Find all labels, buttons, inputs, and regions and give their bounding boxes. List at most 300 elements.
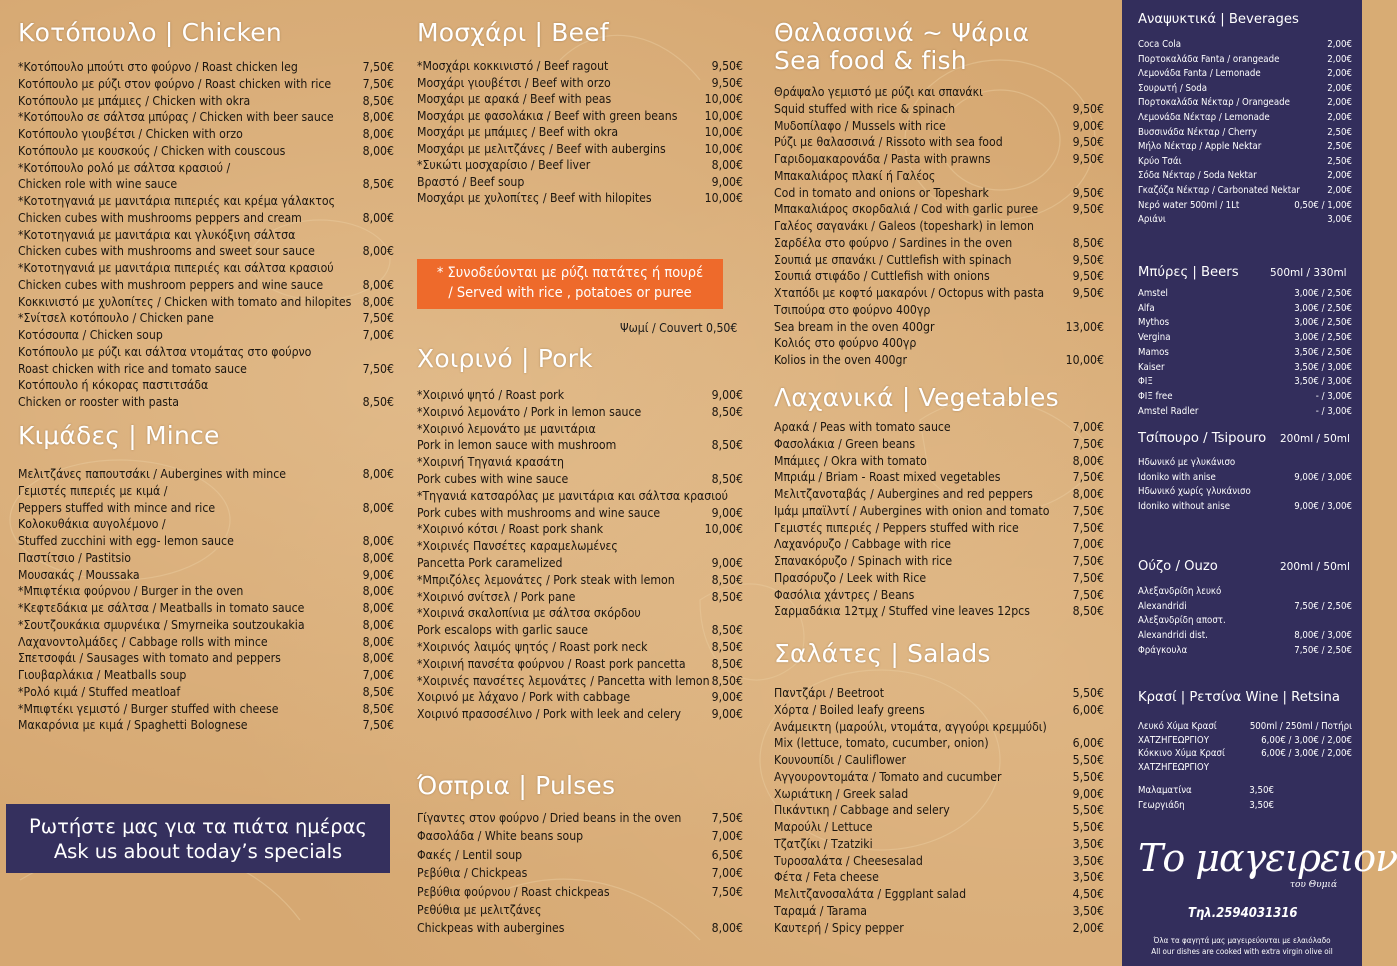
ouzo-item — [1138, 600, 1352, 616]
beef-item-name: Μοσχάρι με φασολάκια / Beef with green beans — [417, 108, 678, 123]
seafood-item-price: 9,00€ — [1072, 118, 1104, 133]
pork-item — [417, 421, 743, 437]
chicken-item — [18, 109, 394, 125]
beverages-item-name: Λεμονάδα Fanta / Lemonade — [1138, 68, 1261, 80]
chicken-item — [18, 377, 394, 393]
specials-banner — [6, 804, 390, 873]
beverages-item-price: 2,00€ — [1327, 39, 1352, 50]
seafood-item-price: 9,50€ — [1072, 185, 1104, 200]
section-title-seafood: Θαλασσινά ~ Ψάρια — [774, 18, 1030, 47]
vegetables-item-name: Σπανακόρυζο / Spinach with rice — [774, 554, 953, 568]
seafood-item — [774, 84, 1104, 100]
seafood-item — [774, 101, 1104, 117]
salads-item-name: Τυροσαλάτα / Cheesesalad — [774, 853, 923, 868]
mince-item-price: 8,00€ — [362, 634, 394, 649]
pork-item-name: *Χοιρινές Πανσέτες καραμελωμένες — [417, 539, 618, 554]
chicken-item-price: 8,50€ — [362, 395, 394, 409]
seafood-item-price: 9,50€ — [1072, 269, 1104, 284]
salads-item-price: 5,50€ — [1072, 769, 1104, 784]
salads-item — [774, 802, 1104, 818]
beef-item-name: Μοσχάρι με χυλοπίτες / Beef with hilopites — [417, 191, 652, 205]
pork-item-name: *Μπριζόλες λεμονάτες / Pork steak with lemon — [417, 572, 675, 587]
pork-item-price: 8,50€ — [711, 438, 743, 453]
salads-item — [774, 786, 1104, 802]
salads-item-price: 9,00€ — [1072, 786, 1104, 801]
beverages-item-price: 2,00€ — [1327, 68, 1352, 80]
salads-item-name: Κουνουπίδι / Cauliflower — [774, 753, 907, 767]
beef-item — [417, 124, 743, 140]
chicken-item-price: 7,50€ — [362, 60, 394, 74]
vegetables-item-name: Φασόλια χάντρες / Beans — [774, 587, 915, 602]
seafood-item — [774, 218, 1104, 234]
beers-item-price: - / 3,00€ — [1315, 390, 1352, 402]
served-note-english: / Served with rice , potatoes or puree — [448, 285, 692, 301]
seafood-item — [774, 201, 1104, 217]
seafood-item — [774, 134, 1104, 150]
beers-item-price: 3,00€ / 2,50€ — [1294, 317, 1352, 329]
pulses-item-price: 8,00€ — [711, 921, 743, 936]
tsipouro-item-name: Idoniko without anise — [1138, 501, 1231, 513]
beef-item — [417, 58, 743, 74]
vegetables-item — [774, 469, 1104, 485]
mince-item — [18, 701, 394, 717]
beef-item — [417, 141, 743, 157]
beverages-item-name: Σόδα Νέκταρ / Soda Nektar — [1138, 170, 1257, 182]
beers-item — [1138, 390, 1352, 406]
beverages-item — [1138, 184, 1352, 200]
mince-item — [18, 684, 394, 700]
mince-item-name: Σπετσοφάι / Sausages with tomato and peppers — [18, 651, 281, 666]
seafood-item-name: Ρύζι με θαλασσινά / Rissoto with sea food — [774, 135, 1003, 150]
seafood-item-price: 9,50€ — [1072, 135, 1104, 150]
beverages-item-name: Coca Cola — [1138, 39, 1182, 50]
wine-item-name: Λευκό Χύμα Κρασί — [1138, 721, 1217, 732]
vegetables-item-price: 7,50€ — [1072, 554, 1104, 568]
chicken-item-price: 7,50€ — [362, 361, 394, 376]
beverages-item-name: Βυσσινάδα Νέκταρ / Cherry — [1138, 126, 1257, 138]
vegetables-item-price: 7,00€ — [1072, 420, 1104, 434]
section-title-pulses: Όσπρια | Pulses — [417, 771, 616, 800]
pork-item-name: *Χοιρινό λεμονάτο με μανιτάρια — [417, 421, 596, 436]
vegetables-item-name: Ιμάμ μπαϊλντί / Aubergines with onion and tomato — [774, 503, 1050, 518]
specials-line-english: Ask us about today’s specials — [53, 840, 343, 863]
pork-item — [417, 689, 743, 705]
beverages-item-name: Κρύο Τσάι — [1138, 155, 1182, 167]
beef-item-price: 10,00€ — [704, 125, 743, 139]
mince-item-name: *Ρολό κιμά / Stuffed meatloaf — [18, 684, 181, 699]
mince-item-price: 8,00€ — [362, 500, 394, 515]
seafood-item-name: Σουπιά στιφάδο / Cuttlefish with onions — [774, 269, 990, 284]
salads-item-price: 3,50€ — [1072, 903, 1104, 918]
specials-line-greek: Ρωτήστε μας για τα πιάτα ημέρας — [29, 815, 367, 838]
chicken-item-name: Κοτόπουλο με ρύζι στον φούρνο / Roast chicken with rice — [18, 76, 332, 91]
beef-item-price: 8,00€ — [711, 158, 743, 172]
mince-item-name: Μουσακάς / Moussaka — [18, 567, 140, 582]
wine-item-price: 500ml / 250ml / Ποτήρι — [1249, 721, 1352, 732]
mince-item — [18, 483, 394, 499]
beers-item — [1138, 361, 1352, 377]
vegetables-item — [774, 436, 1104, 452]
mince-item-price: 7,50€ — [362, 718, 394, 733]
retsina-item-price: 3,50€ — [1249, 800, 1274, 811]
beef-item — [417, 157, 743, 173]
mince-item-price: 8,00€ — [362, 601, 394, 615]
vegetables-item-name: Μπάμιες / Okra with tomato — [774, 453, 927, 468]
tsipouro-item-price: 9,00€ / 3,00€ — [1294, 501, 1352, 513]
ouzo-item-name: Alexandridi — [1138, 600, 1187, 612]
seafood-item-name: Σουπιά με σπανάκι / Cuttlefish with spinach — [774, 252, 1012, 267]
salads-item-name: Μαρούλι / Lettuce — [774, 820, 873, 834]
mince-item — [18, 533, 394, 549]
beef-item-name: Μοσχάρι με μελιτζάνες / Beef with aubergins — [417, 141, 666, 156]
mince-item — [18, 516, 394, 532]
beers-size-header: 500ml / 330ml — [1270, 267, 1347, 279]
ouzo-item — [1138, 629, 1352, 645]
beers-item-name: Kaiser — [1138, 361, 1165, 373]
salads-item — [774, 752, 1104, 768]
vegetables-item-name: Αρακά / Peas with tomato sauce — [774, 420, 951, 434]
mince-item-name: Peppers stuffed with mince and rice — [18, 500, 216, 515]
retsina-item-name: Γεωργιάδη — [1138, 800, 1185, 811]
pork-item — [417, 639, 743, 655]
beers-item-name: Mamos — [1138, 346, 1169, 358]
mince-item-name: Μελιτζάνες παπουτσάκι / Aubergines with mince — [18, 467, 286, 481]
pork-item — [417, 656, 743, 672]
mince-item — [18, 583, 394, 599]
pork-item — [417, 387, 743, 403]
ouzo-item-name: Alexandridi dist. — [1138, 630, 1208, 642]
pulses-item-price: 6,50€ — [711, 847, 743, 862]
beef-item-name: *Συκώτι μοσχαρίσιο / Beef liver — [417, 158, 591, 172]
beers-item-price: 3,00€ / 2,50€ — [1294, 288, 1352, 299]
beef-item — [417, 174, 743, 190]
beverages-item — [1138, 111, 1352, 127]
chicken-item — [18, 310, 394, 326]
beverages-item — [1138, 199, 1352, 215]
beers-item-name: Amstel Radler — [1138, 405, 1199, 417]
chicken-item — [18, 210, 394, 226]
mince-item-price: 8,50€ — [362, 701, 394, 716]
ouzo-item — [1138, 585, 1352, 601]
pork-item-name: Pork escalops with garlic sauce — [417, 623, 589, 638]
pulses-item-name: Φασολάδα / White beans soup — [417, 829, 584, 844]
vegetables-item-price: 8,50€ — [1072, 604, 1104, 619]
pork-item-price: 8,50€ — [711, 673, 743, 688]
section-title-beverages: Αναψυκτικά | Beverages — [1138, 12, 1299, 27]
chicken-item-name: Roast chicken with rice and tomato sauce — [18, 361, 247, 376]
chicken-item-name: *Σνίτσελ κοτόπουλο / Chicken pane — [18, 311, 214, 326]
beverages-item-price: 2,00€ — [1327, 82, 1352, 94]
seafood-item-name: Γαλέος σαγανάκι / Galeos (topeshark) in lemon — [774, 219, 1034, 233]
seafood-item-name: Squid stuffed with rice & spinach — [774, 101, 956, 116]
salads-item-price: 3,50€ — [1072, 853, 1104, 868]
mince-item-name: *Μπιφτέκια φούρνου / Burger in the oven — [18, 584, 244, 599]
mince-item-price: 8,00€ — [362, 584, 394, 599]
chicken-item-name: *Κοτόπουλο ρολό με σάλτσα κρασιού / — [18, 160, 231, 175]
chicken-item — [18, 126, 394, 142]
beers-item-name: ΦΙΞ — [1138, 376, 1153, 388]
pork-item-price: 8,50€ — [711, 589, 743, 604]
beers-item-price: 3,50€ / 3,00€ — [1294, 376, 1352, 388]
pork-item — [417, 454, 743, 470]
beverages-item-name: Μήλο Νέκταρ / Apple Nektar — [1138, 141, 1262, 153]
vegetables-item-price: 8,00€ — [1072, 487, 1104, 501]
seafood-item-price: 13,00€ — [1065, 319, 1104, 334]
chicken-item — [18, 143, 394, 159]
beers-item-price: 3,50€ / 3,00€ — [1294, 361, 1352, 373]
pork-item-price: 10,00€ — [704, 522, 743, 537]
pork-item-price: 9,00€ — [711, 556, 743, 570]
mince-item-price: 8,00€ — [362, 651, 394, 666]
pulses-item-name: Chickpeas with aubergines — [417, 921, 565, 936]
tsipouro-item — [1138, 500, 1352, 516]
vegetables-item-price: 7,50€ — [1072, 436, 1104, 451]
chicken-item-name: Κοτόσουπα / Chicken soup — [18, 328, 163, 342]
section-title-vegetables: Λαχανικά | Vegetables — [774, 383, 1059, 412]
beef-item-name: Μοσχάρι με μπάμιες / Beef with okra — [417, 125, 619, 139]
seafood-item — [774, 118, 1104, 134]
pulses-item — [417, 828, 743, 844]
chicken-item-name: Chicken role with wine sauce — [18, 177, 178, 192]
chicken-item-name: *Κοτοτηγανιά με μανιτάρια και γλυκόξινη σάλτσα — [18, 227, 296, 242]
pulses-item-price: 7,50€ — [711, 884, 743, 899]
pulses-item-name: Φακές / Lentil soup — [417, 847, 523, 862]
couvert-price: Ψωμί / Couvert 0,50€ — [620, 321, 738, 335]
tsipouro-item-name: Idoniko with anise — [1138, 471, 1216, 483]
chicken-item-name: Κοτόπουλο με μπάμιες / Chicken with okra — [18, 93, 251, 108]
salads-item-name: Καυτερή / Spicy pepper — [774, 920, 904, 935]
section-title-wine: Κρασί | Ρετσίνα Wine | Retsina — [1138, 690, 1340, 705]
beverages-item-price: 2,00€ — [1327, 97, 1352, 109]
beef-item — [417, 108, 743, 124]
beverages-item — [1138, 38, 1352, 54]
chicken-item-name: Κοτόπουλο με ρύζι και σάλτσα ντομάτας στο φούρνο — [18, 344, 312, 359]
pulses-item — [417, 902, 743, 918]
pork-item — [417, 673, 743, 689]
vegetables-item-name: Πρασόρυζο / Leek with Rice — [774, 570, 927, 585]
salads-item — [774, 903, 1104, 919]
chicken-item-name: Chicken cubes with mushroom peppers and wine sauce — [18, 277, 324, 292]
beef-item-price: 10,00€ — [704, 141, 743, 156]
beverages-item-price: 0,50€ / 1,00€ — [1294, 199, 1352, 211]
seafood-item — [774, 352, 1104, 368]
beers-item — [1138, 405, 1352, 421]
vegetables-item-price: 7,50€ — [1072, 587, 1104, 602]
vegetables-item-price: 8,00€ — [1072, 453, 1104, 468]
tsipouro-item — [1138, 485, 1352, 501]
beverages-item — [1138, 169, 1352, 185]
beers-item — [1138, 302, 1352, 318]
pork-item-price: 8,50€ — [711, 640, 743, 654]
mince-item — [18, 500, 394, 516]
salads-item-name: Παντζάρι / Beetroot — [774, 686, 884, 700]
wine-item-name: Κόκκινο Χύμα Κρασί — [1138, 748, 1225, 760]
seafood-item — [774, 285, 1104, 301]
beverages-item-name: Πορτοκαλάδα Fanta / orangeade — [1138, 53, 1280, 65]
pork-item-name: Pork in lemon sauce with mushroom — [417, 438, 617, 453]
chicken-item-price: 7,00€ — [362, 328, 394, 342]
mince-item-price: 8,00€ — [362, 467, 394, 481]
section-title-beef: Μοσχάρι | Beef — [417, 18, 609, 47]
mince-item — [18, 617, 394, 633]
chicken-item — [18, 294, 394, 310]
salads-item — [774, 836, 1104, 852]
chicken-item — [18, 176, 394, 192]
chicken-item-price: 7,50€ — [362, 311, 394, 326]
salads-item-price: 4,50€ — [1072, 887, 1104, 901]
beers-item-name: ΦΙΞ free — [1138, 390, 1173, 402]
retsina-item-price: 3,50€ — [1249, 785, 1274, 796]
vegetables-item-price: 7,00€ — [1072, 537, 1104, 552]
retsina-item — [1138, 784, 1274, 798]
beers-item-name: Mythos — [1138, 317, 1170, 329]
seafood-item-price: 9,50€ — [1072, 101, 1104, 116]
tsipouro-item-name: Ηδωνικό με γλυκάνισο — [1138, 457, 1236, 468]
beef-item — [417, 91, 743, 107]
salads-item-name: Χόρτα / Boiled leafy greens — [774, 702, 925, 717]
tsipouro-item — [1138, 471, 1352, 487]
beers-item — [1138, 375, 1352, 391]
seafood-item-name: Γαριδομακαρονάδα / Pasta with prawns — [774, 152, 991, 166]
chicken-item — [18, 160, 394, 176]
chicken-item-price: 7,50€ — [362, 76, 394, 91]
pulses-item-name: Ρεβύθια φούρνου / Roast chickpeas — [417, 884, 610, 899]
vegetables-item — [774, 553, 1104, 569]
vegetables-item-name: Μπριάμ / Briam - Roast mixed vegetables — [774, 470, 1001, 485]
mince-item-name: Stuffed zucchini with egg- lemon sauce — [18, 534, 234, 548]
beers-item-price: 3,00€ / 2,50€ — [1294, 332, 1352, 344]
beverages-item — [1138, 67, 1352, 83]
chicken-item — [18, 277, 394, 293]
beverages-item — [1138, 53, 1352, 69]
salads-item — [774, 819, 1104, 835]
wine-item-price: 6,00€ / 3,00€ / 2,00€ — [1261, 748, 1352, 760]
pork-item-name: Χοιρινό με λάχανο / Pork with cabbage — [417, 690, 631, 705]
mince-item-name: Λαχανοντολμάδες / Cabbage rolls with mince — [18, 634, 268, 649]
section-title-beers: Μπύρες | Beers — [1138, 265, 1239, 280]
seafood-item-name: Μπακαλιάρος πλακί ή Γαλέος — [774, 168, 936, 183]
ouzo-item — [1138, 644, 1352, 660]
ouzo-item-name: Αλεξανδρίδη λευκό — [1138, 586, 1222, 597]
salads-item-price: 6,00€ — [1072, 702, 1104, 717]
beverages-item — [1138, 82, 1352, 98]
chicken-item-name: *Κοτοτηγανιά με μανιτάρια πιπεριές και κρέμα γάλακτος — [18, 194, 336, 208]
pulses-item-price: 7,00€ — [711, 866, 743, 881]
mince-item-price: 9,00€ — [362, 567, 394, 582]
pork-item — [417, 471, 743, 487]
chicken-item-price: 8,00€ — [362, 143, 394, 158]
pulses-item-name: Ρεθύθια με μελιτζάνες — [417, 903, 542, 917]
vegetables-item — [774, 603, 1104, 619]
seafood-item-price: 9,50€ — [1072, 286, 1104, 300]
beverages-item-price: 2,00€ — [1327, 53, 1352, 65]
beverages-item-price: 2,00€ — [1327, 185, 1352, 196]
vegetables-item — [774, 536, 1104, 552]
retsina-item-name: Μαλαματίνα — [1138, 785, 1192, 796]
olive-oil-note-greek: Όλα τα φαγητά μας μαγειρεύονται με ελαιόλαδο — [1153, 936, 1331, 945]
beef-item-price: 10,00€ — [704, 108, 743, 123]
pork-item-name: Pancetta Pork caramelized — [417, 556, 563, 570]
salads-item-name: Αγγουροντομάτα / Tomato and cucumber — [774, 769, 1002, 784]
salads-item — [774, 685, 1104, 701]
mince-item-name: Παστίτσιο / Pastitsio — [18, 550, 131, 565]
vegetables-item-name: Φασολάκια / Green beans — [774, 436, 916, 451]
tsipouro-item-price: 9,00€ / 3,00€ — [1294, 471, 1352, 483]
pork-item — [417, 521, 743, 537]
served-with-note — [417, 259, 723, 309]
chicken-item — [18, 227, 394, 243]
pulses-item — [417, 865, 743, 881]
pork-item-name: Pork cubes with mushrooms and wine sauce — [417, 505, 661, 520]
pulses-item-name: Γίγαντες στον φούρνο / Dried beans in the oven — [417, 811, 682, 825]
pulses-item — [417, 810, 743, 826]
mince-item-name: Γεμιστές πιπεριές με κιμά / — [18, 483, 168, 498]
pork-item-price: 9,00€ — [711, 690, 743, 705]
beef-item-name: *Μοσχάρι κοκκινιστό / Beef ragout — [417, 59, 609, 73]
beverages-item-name: Νερό water 500ml / 1Lt — [1138, 199, 1240, 211]
chicken-item-name: Κοτόπουλο με κουσκούς / Chicken with couscous — [18, 143, 286, 158]
pork-item-name: Pork cubes with wine sauce — [417, 472, 569, 486]
retsina-item — [1138, 799, 1274, 813]
beverages-item — [1138, 96, 1352, 112]
chicken-item — [18, 93, 394, 109]
salads-item-name: Χωριάτικη / Greek salad — [774, 786, 909, 801]
seafood-item-name: Τσιπούρα στο φούρνο 400γρ — [774, 302, 931, 317]
chicken-item-name: Κοτόπουλο ή κόκορας παστιτσάδα — [18, 378, 209, 393]
pork-item-name: Χοιρινό πρασοσέλινο / Pork with leek and celery — [417, 707, 681, 722]
pulses-item — [417, 920, 743, 936]
salads-item-price: 3,50€ — [1072, 836, 1104, 851]
mince-item — [18, 600, 394, 616]
vegetables-item-price: 7,50€ — [1072, 503, 1104, 518]
beverages-item-price: 2,50€ — [1327, 155, 1352, 167]
seafood-item-name: Μυδοπίλαφο / Mussels with rice — [774, 118, 946, 133]
beverages-item-name: Γκαζόζα Νέκταρ / Carbonated Nektar — [1138, 185, 1300, 196]
mince-item-name: *Σουτζουκάκια σμυρνέικα / Smyrneika soutzoukakia — [18, 617, 305, 632]
vegetables-item — [774, 570, 1104, 586]
salads-item — [774, 769, 1104, 785]
seafood-item — [774, 235, 1104, 251]
chicken-item-name: *Κοτοτηγανιά με μανιτάρια πιπεριές και σάλτσα κρασιού — [18, 261, 334, 275]
pulses-item-name: Ρεβύθια / Chickpeas — [417, 866, 528, 881]
seafood-item — [774, 168, 1104, 184]
pork-item-name: *Χοιρινό ψητό / Roast pork — [417, 388, 565, 402]
wine-item-name: ΧΑΤΖΗΓΕΩΡΓΙΟΥ — [1138, 761, 1209, 773]
pork-item-name: *Χοιρινές πανσέτες λεμονάτες / Pancetta with lemon — [417, 673, 710, 688]
olive-oil-note-english: All our dishes are cooked with extra virgin olive oil — [1151, 947, 1333, 956]
chicken-item-name: *Κοτόπουλο σε σάλτσα μπύρας / Chicken with beer sauce — [18, 110, 334, 125]
pork-item — [417, 605, 743, 621]
ouzo-item-price: 7,50€ / 2,50€ — [1294, 644, 1352, 656]
beef-item-name: Βραστό / Beef soup — [417, 174, 525, 189]
mince-item — [18, 634, 394, 650]
mince-item — [18, 567, 394, 583]
seafood-item — [774, 302, 1104, 318]
pork-item-price: 8,50€ — [711, 572, 743, 587]
beverages-item-price: 2,50€ — [1327, 126, 1352, 138]
seafood-item-name: Θράψαλο γεμιστό με ρύζι και σπανάκι — [774, 85, 983, 99]
chicken-item-price: 8,50€ — [362, 93, 394, 108]
mince-item-price: 8,00€ — [362, 550, 394, 565]
pork-item — [417, 706, 743, 722]
beef-item-price: 9,50€ — [711, 75, 743, 90]
vegetables-item-name: Σαρμαδάκια 12τμχ / Stuffed vine leaves 12pcs — [774, 604, 1030, 619]
salads-item-name: Τζατζίκι / Tzatziki — [774, 836, 873, 851]
vegetables-item — [774, 419, 1104, 435]
chicken-item-name: Chicken or rooster with pasta — [18, 395, 180, 409]
salads-item-name: Ταραμά / Tarama — [774, 903, 867, 918]
chicken-item — [18, 327, 394, 343]
